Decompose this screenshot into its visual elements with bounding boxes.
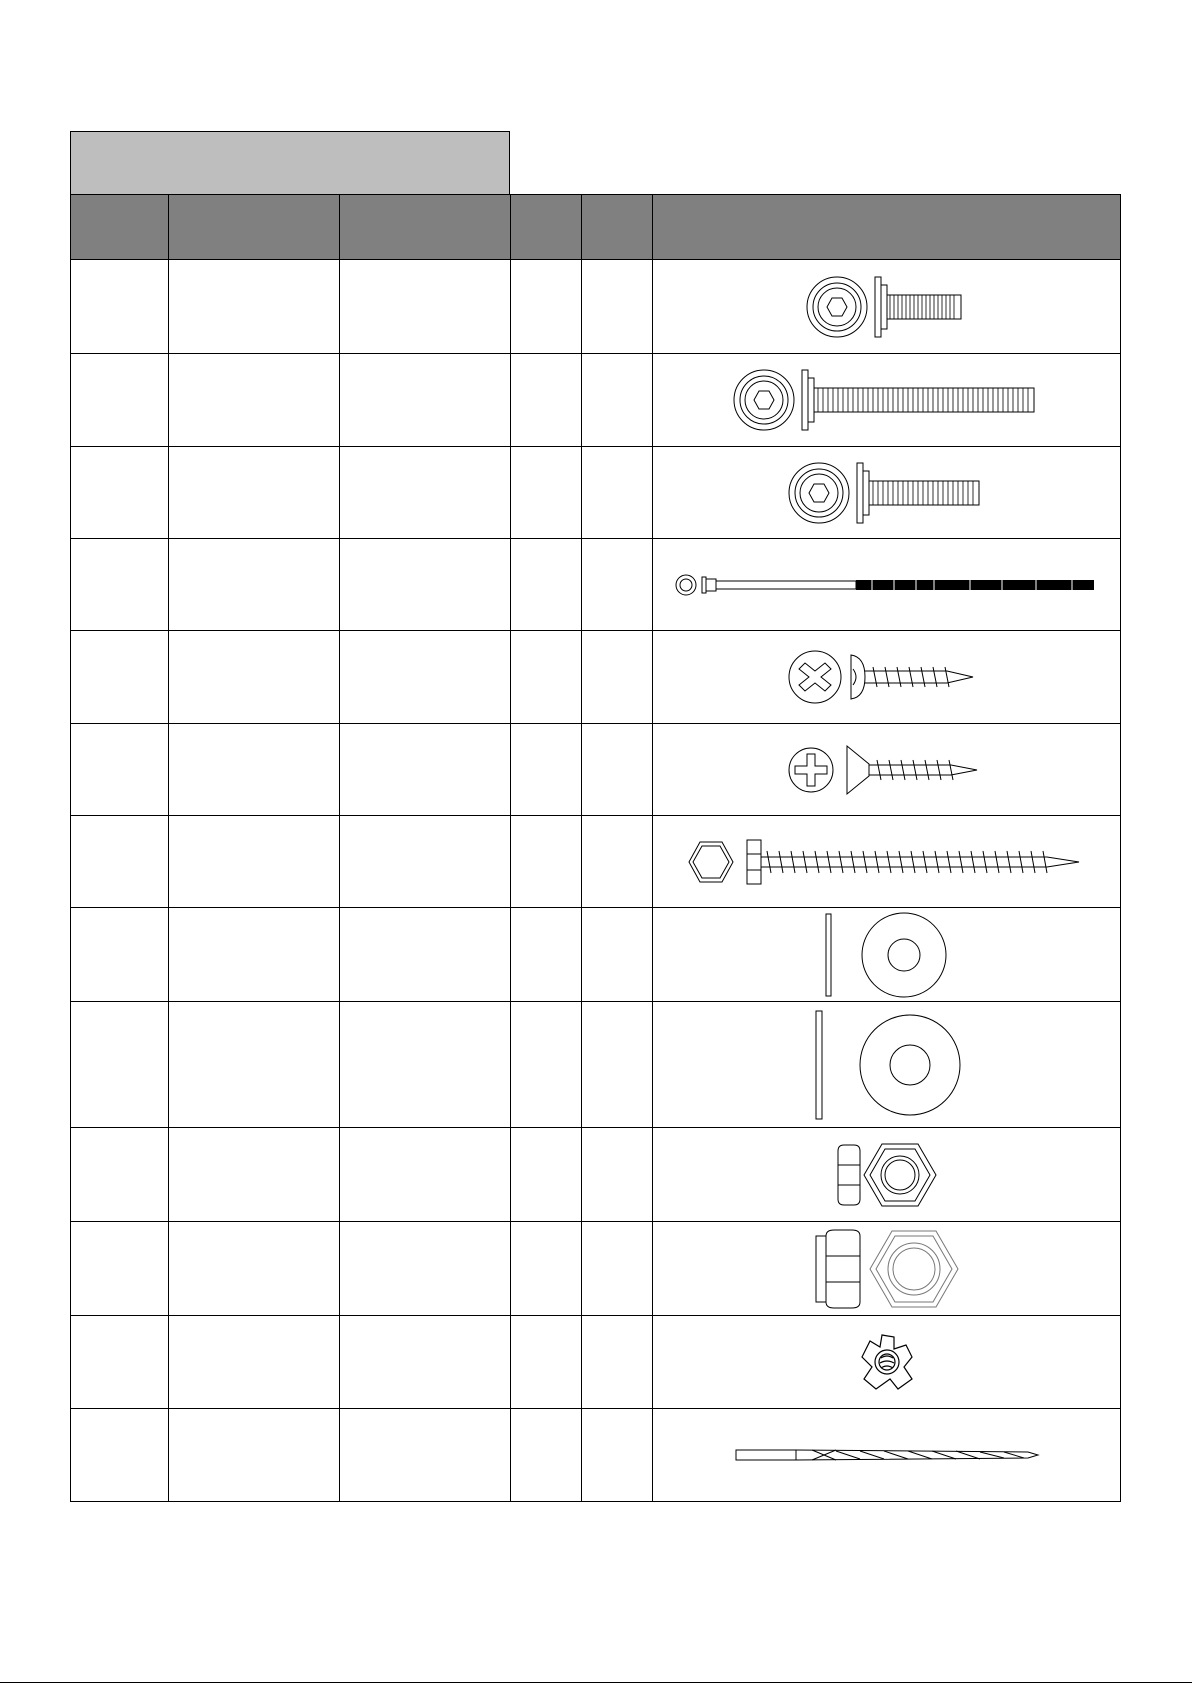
table-cell — [340, 447, 511, 539]
table-cell — [169, 631, 340, 724]
table-row — [71, 1409, 1121, 1502]
table-cell — [582, 1128, 653, 1222]
table-cell — [71, 1409, 169, 1502]
hex-socket-bolt-long-icon — [732, 358, 1042, 442]
table-cell — [169, 354, 340, 447]
table-cell — [511, 354, 582, 447]
table-cell — [340, 1128, 511, 1222]
column-header — [582, 195, 653, 260]
part-image-cell — [653, 1222, 1121, 1316]
table-cell — [582, 260, 653, 354]
table-cell — [340, 631, 511, 724]
table-row — [71, 816, 1121, 908]
table-cell — [511, 1128, 582, 1222]
table-cell — [511, 260, 582, 354]
table-cell — [511, 724, 582, 816]
table-cell — [340, 816, 511, 908]
table-header-row — [71, 195, 1121, 260]
table-cell — [340, 354, 511, 447]
part-image-cell — [653, 724, 1121, 816]
table-cell — [511, 447, 582, 539]
table-cell — [71, 1128, 169, 1222]
hex-head-lag-screw-icon — [687, 820, 1087, 904]
part-image-cell — [653, 631, 1121, 724]
table-cell — [340, 539, 511, 631]
hardware-table — [70, 194, 1121, 1502]
table-cell — [582, 631, 653, 724]
table-cell — [169, 260, 340, 354]
drill-bit-icon — [732, 1440, 1042, 1470]
table-cell — [340, 724, 511, 816]
table-cell — [582, 724, 653, 816]
table-cell — [582, 908, 653, 1002]
table-cell — [511, 1002, 582, 1128]
table-cell — [71, 631, 169, 724]
table-cell — [71, 447, 169, 539]
table-row — [71, 354, 1121, 447]
table-cell — [169, 447, 340, 539]
table-cell — [71, 354, 169, 447]
column-header — [653, 195, 1121, 260]
column-header — [511, 195, 582, 260]
part-image-cell — [653, 1316, 1121, 1409]
table-cell — [169, 1222, 340, 1316]
table-cell — [169, 1128, 340, 1222]
table-cell — [582, 1409, 653, 1502]
phillips-pan-head-screw-icon — [787, 635, 987, 719]
table-cell — [340, 1222, 511, 1316]
table-row — [71, 1128, 1121, 1222]
table-cell — [582, 1002, 653, 1128]
table-cell — [582, 1222, 653, 1316]
table-row — [71, 724, 1121, 816]
table-cell — [71, 724, 169, 816]
table-cell — [169, 539, 340, 631]
part-image-cell — [653, 1409, 1121, 1502]
table-cell — [511, 539, 582, 631]
table-cell — [511, 1409, 582, 1502]
table-cell — [71, 908, 169, 1002]
table-cell — [340, 260, 511, 354]
table-row — [71, 539, 1121, 631]
table-cell — [169, 908, 340, 1002]
part-image-cell — [653, 447, 1121, 539]
column-header — [71, 195, 169, 260]
table-cell — [340, 1409, 511, 1502]
hex-socket-bolt-medium-icon — [787, 451, 987, 535]
table-cell — [71, 1316, 169, 1409]
tee-nut-icon — [852, 1327, 922, 1397]
table-cell — [71, 539, 169, 631]
column-header — [169, 195, 340, 260]
table-cell — [169, 1409, 340, 1502]
table-cell — [169, 724, 340, 816]
part-image-cell — [653, 1128, 1121, 1222]
table-cell — [511, 816, 582, 908]
table-cell — [71, 1002, 169, 1128]
table-row — [71, 1002, 1121, 1128]
flat-washer-large-icon — [812, 1007, 962, 1123]
table-row — [71, 908, 1121, 1002]
part-image-cell — [653, 260, 1121, 354]
table-cell — [340, 908, 511, 1002]
column-header — [340, 195, 511, 260]
table-cell — [582, 816, 653, 908]
part-image-cell — [653, 816, 1121, 908]
table-cell — [511, 908, 582, 1002]
flat-washer-small-icon — [822, 910, 952, 1000]
table-cell — [582, 1316, 653, 1409]
part-image-cell — [653, 908, 1121, 1002]
part-image-cell — [653, 1002, 1121, 1128]
table-row — [71, 260, 1121, 354]
table-row — [71, 447, 1121, 539]
table-cell — [582, 447, 653, 539]
part-image-cell — [653, 539, 1121, 631]
table-cell — [340, 1316, 511, 1409]
part-image-cell — [653, 354, 1121, 447]
hex-socket-bolt-short-icon — [797, 265, 977, 349]
hex-nut-icon — [832, 1137, 942, 1213]
hex-flange-rod-bolt-icon — [672, 565, 1102, 605]
table-cell — [169, 1002, 340, 1128]
page-bottom-rule — [0, 1682, 1192, 1683]
table-cell — [340, 1002, 511, 1128]
table-row — [71, 1222, 1121, 1316]
table-cell — [71, 260, 169, 354]
table-cell — [71, 1222, 169, 1316]
table-cell — [169, 816, 340, 908]
table-cell — [582, 354, 653, 447]
table-row — [71, 631, 1121, 724]
table-cell — [511, 1316, 582, 1409]
phillips-countersunk-screw-icon — [787, 728, 987, 812]
hardware-title-box — [70, 131, 510, 195]
hex-lock-nut-icon — [812, 1226, 962, 1312]
table-cell — [169, 1316, 340, 1409]
table-cell — [511, 631, 582, 724]
table-row — [71, 1316, 1121, 1409]
table-cell — [71, 816, 169, 908]
table-cell — [582, 539, 653, 631]
table-cell — [511, 1222, 582, 1316]
